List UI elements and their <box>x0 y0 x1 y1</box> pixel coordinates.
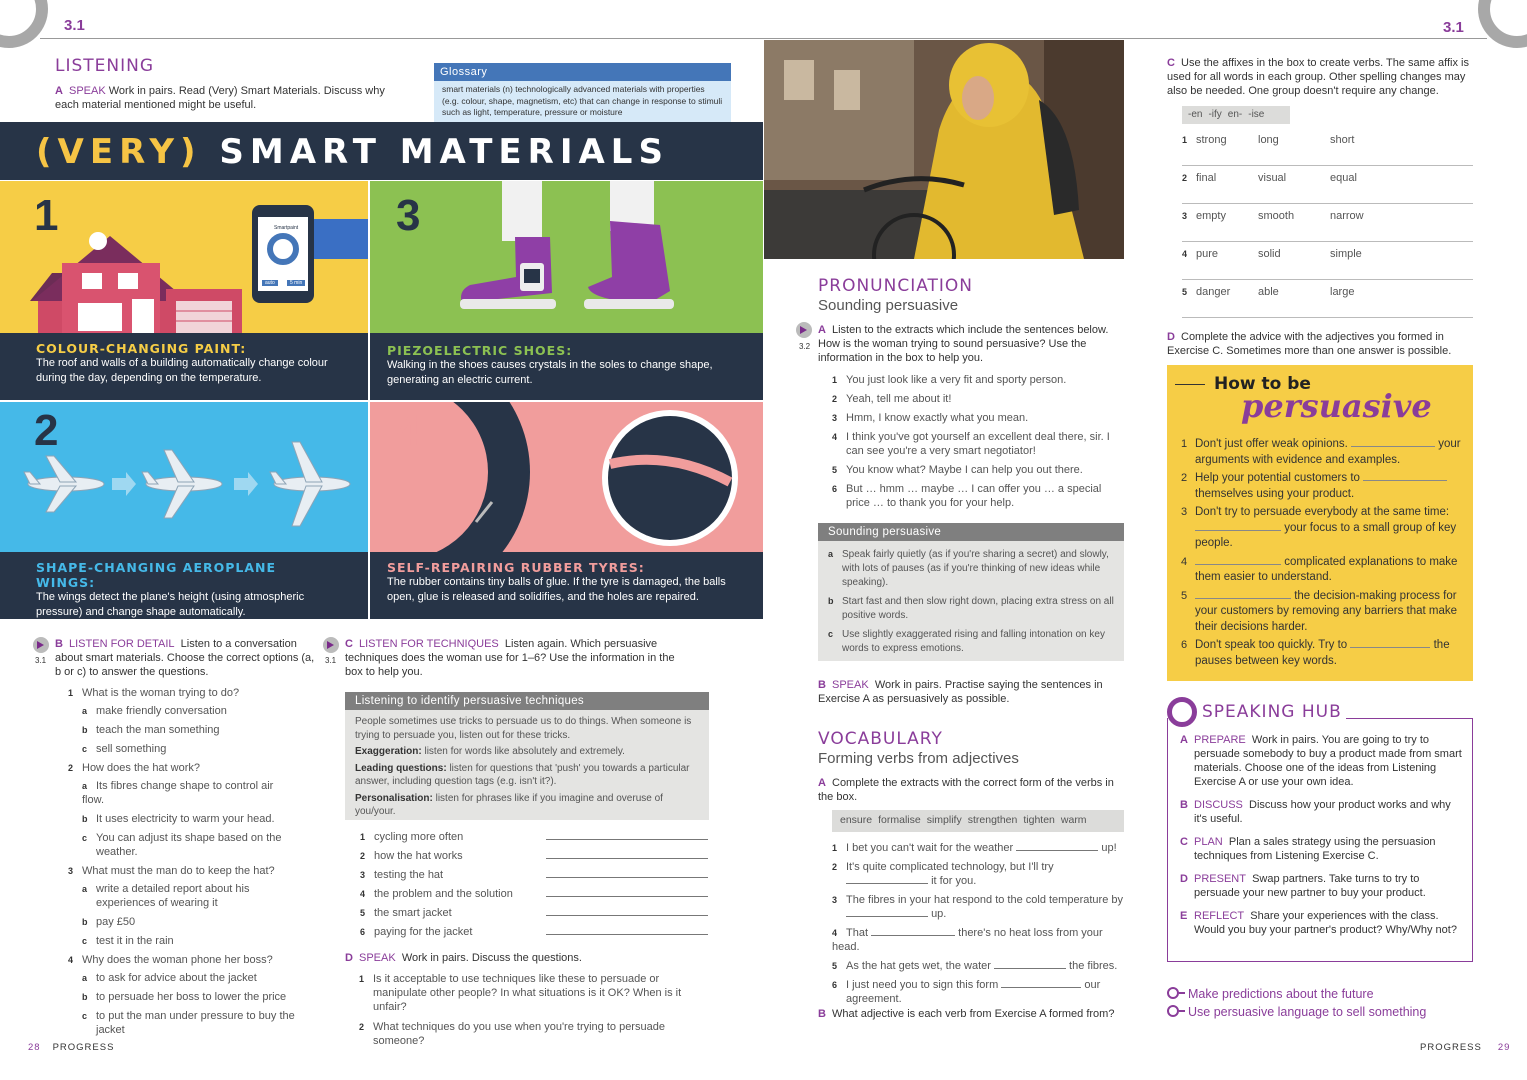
list-item: 2 What techniques do you use when you're trying to persuade someone? <box>359 1021 665 1047</box>
exercise-d-instructions: D SPEAK Work in pairs. Discuss the questions. <box>345 952 582 964</box>
footer-label: PROGRESS <box>52 1042 115 1053</box>
pronunciation-sentences <box>832 373 1128 510</box>
list-item[interactable]: 3 Don't try to persuade everybody at the same time: your focus to a small group of key people. <box>1181 506 1457 549</box>
techniques-box-body <box>345 710 709 824</box>
list-item[interactable]: 4 the problem and the solution <box>360 887 710 906</box>
sounding-persuasive-list <box>818 541 1124 662</box>
list-item: 1 Is it acceptable to use techniques like these to persuade or manipulate other people? In what situations is it OK? When is it unfair? <box>359 973 682 1013</box>
panel-caption <box>0 552 368 619</box>
track-number: 3.1 <box>35 656 47 665</box>
affixes-exercise-d: D Complete the advice with the adjectives you formed in Exercise C. Sometimes more than one answer is possible. <box>1167 331 1452 357</box>
panel-number: 3 <box>396 191 421 240</box>
technique-item: Exaggeration: listen for words like absolutely and extremely. <box>355 746 625 757</box>
list-item[interactable]: 1 cycling more often <box>360 830 710 849</box>
techniques-box-title: Listening to identify persuasive techniques <box>345 692 709 710</box>
list-item: 5 You know what? Maybe I can help you out there. <box>832 464 1083 476</box>
affix-chip: -ify <box>1208 109 1222 120</box>
question: 1 What is the woman trying to do? <box>68 687 240 699</box>
option[interactable]: b pay £50 <box>82 916 136 928</box>
affix-chip: -ise <box>1248 109 1265 120</box>
panel-caption-title: COLOUR-CHANGING PAINT: <box>36 341 247 356</box>
list-item[interactable]: 5 the smart jacket <box>360 906 710 925</box>
table-row: 1 strong long short <box>1182 128 1473 166</box>
technique-item: Leading questions: listen for questions that 'push' you towards a particular answer, including question tags (e.g. isn't it?). <box>355 762 690 787</box>
affix-chip: -en <box>1188 109 1203 120</box>
list-item: A PREPARE Work in pairs. You are going to try to persuade somebody to buy a product made from smart materials. Choose one of the ideas from Listening Exercise A or use your own idea. <box>1180 734 1462 788</box>
word-chip: warm <box>1060 814 1087 826</box>
footer-left <box>28 1042 114 1053</box>
vocabulary-heading: VOCABULARY <box>818 729 943 749</box>
list-item[interactable]: 3 testing the hat <box>360 868 710 887</box>
vocabulary-exercise-a: A Complete the extracts with the correct form of the verbs in the box. <box>818 777 1114 803</box>
phone-button-5min: 5 min <box>287 280 305 286</box>
panel-number: 4 <box>396 406 421 455</box>
option[interactable]: c You can adjust its shape based on the weather. <box>82 832 282 858</box>
panel-shape-changing-wings <box>0 402 368 619</box>
pronunciation-subtitle: Sounding persuasive <box>818 297 959 314</box>
answer-blank[interactable] <box>1001 978 1081 988</box>
word-chip: ensure <box>840 814 873 826</box>
answer-blank[interactable] <box>1195 521 1281 531</box>
list-item[interactable]: 5 the decision-making process for your customers by removing any barriers that make their decisions harder. <box>1181 589 1458 633</box>
listening-heading: LISTENING <box>55 56 155 76</box>
affixes-exercise-c: C Use the affixes in the box to create verbs. The same affix is used for all words in each group. Other spelling changes may also be needed. One group doesn't require any change. <box>1167 57 1469 97</box>
list-item: c Use slightly exaggerated rising and falling intonation on key words to express emotions. <box>828 629 1105 654</box>
technique-item: Personalisation: listen for phrases like if you imagine and overuse of you/your. <box>355 792 663 817</box>
cyclist-photo <box>764 40 1124 259</box>
banner-title: (VERY) SMART MATERIALS <box>36 132 669 172</box>
list-item[interactable]: 6 paying for the jacket <box>360 925 710 944</box>
option[interactable]: c to put the man under pressure to buy the jacket <box>82 1010 295 1036</box>
list-item: D PRESENT Swap partners. Take turns to try to persuade your new partner to buy your product. <box>1180 873 1426 899</box>
option[interactable]: b teach the man something <box>82 724 220 736</box>
table-row: 2 final visual equal <box>1182 166 1473 204</box>
panel-caption-text: The rubber contains tiny balls of glue. If the tyre is damaged, the balls open, glue is released and solidifies, and the holes are repaired. <box>387 576 726 603</box>
question: 2 How does the hat work? <box>68 762 201 774</box>
speaking-hub-list <box>1180 733 1466 937</box>
word-chip: simplify <box>926 814 962 826</box>
exercise-b-questions <box>68 686 298 1037</box>
techniques-intro: People sometimes use tricks to persuade us to do things. When someone is trying to persuade you, listen out for these tricks. <box>355 716 692 741</box>
affix-word-table <box>1182 128 1473 318</box>
panel-caption-text: The wings detect the plane's height (using atmospheric pressure) and change shape automatically. <box>36 591 305 618</box>
panel-number: 2 <box>34 406 59 455</box>
option[interactable]: b It uses electricity to warm your head. <box>82 813 275 825</box>
box-heading: How to be <box>1214 374 1311 394</box>
vocabulary-exercise-b: B What adjective is each verb from Exercise A formed from? <box>818 1008 1115 1020</box>
panel-caption-title: SELF-REPAIRING RUBBER TYRES: <box>387 560 645 575</box>
footer-right <box>1420 1042 1510 1053</box>
cyclist-photo-drawing <box>764 40 1124 259</box>
phone-app-label: Smartpaint <box>274 225 299 231</box>
glossary-definition: smart materials (n) technologically advanced materials with properties (e.g. colour, shape, magnetism, etc) that can change in response to stimuli such as light, temperature, pressure or moisture <box>442 84 723 117</box>
vocabulary-subtitle: Forming verbs from adjectives <box>818 750 1019 767</box>
list-item[interactable]: 4 complicated explanations to make them easier to understand. <box>1181 555 1458 583</box>
panel-caption-text: Walking in the shoes causes crystals in the soles to change shape, generating an electric current. <box>387 359 713 386</box>
track-number: 3.2 <box>799 342 811 351</box>
word-chip: strengthen <box>967 814 1018 826</box>
list-item: a Speak fairly quietly (as if you're sharing a secret) and slowly, with lots of pauses (as if you're thinking of new ideas while speaking). <box>828 549 1109 588</box>
speaking-hub-top-rule <box>1346 718 1473 719</box>
option[interactable]: a write a detailed report about his experiences of wearing it <box>82 883 250 909</box>
answer-blank[interactable] <box>1350 638 1430 648</box>
panel-caption <box>0 333 368 400</box>
option[interactable]: a to ask for advice about the jacket <box>82 972 257 984</box>
panel-caption <box>370 552 763 619</box>
list-item[interactable]: 3 The fibres in your hat respond to the cold temperature by up. <box>832 894 1123 920</box>
exercise-c-items <box>360 830 710 944</box>
unit-number-right: 3.1 <box>1443 19 1464 36</box>
panel-number: 1 <box>34 191 59 240</box>
objective-ring-icon <box>1167 987 1179 999</box>
sounding-persuasive-box <box>818 523 1124 661</box>
table-row: 3 empty smooth narrow <box>1182 204 1473 242</box>
exercise-c-instructions: C LISTEN FOR TECHNIQUES Listen again. Which persuasive techniques does the woman use for 1–6? Use the information in the box to help you. <box>345 638 675 678</box>
shoes-illustration <box>370 181 763 336</box>
list-item: 6 But … hmm … maybe … I can offer you … a special price … to thank you for your help. <box>832 483 1102 509</box>
answer-blank[interactable] <box>846 907 928 917</box>
answer-blank[interactable] <box>546 830 708 840</box>
phone-button-auto: auto <box>262 280 278 286</box>
word-chip: tighten <box>1023 814 1055 826</box>
list-item: E REFLECT Share your experiences with the class. Would you buy your partner's product? Why/Why not? <box>1180 910 1457 936</box>
pronunciation-exercise-a: A Listen to the extracts which include the sentences below. How is the woman trying to sound persuasive? Use the information in the box to help you. <box>818 324 1109 364</box>
list-item[interactable]: 2 Help your potential customers to themselves using your product. <box>1181 471 1465 502</box>
list-item[interactable]: 5 As the hat gets wet, the water the fibres. <box>832 960 1118 972</box>
answer-blank[interactable] <box>871 926 955 936</box>
option[interactable]: c test it in the rain <box>82 935 174 947</box>
answer-blank[interactable] <box>1363 471 1447 481</box>
track-number: 3.1 <box>325 656 337 665</box>
exercise-c-listen-for-techniques <box>323 637 693 679</box>
techniques-box <box>345 692 709 820</box>
table-row: 5 danger able large <box>1182 280 1473 318</box>
page-number: 28 <box>28 1042 41 1053</box>
word-box <box>832 810 1124 832</box>
panel-caption <box>370 333 763 400</box>
speaking-hub-ring-icon <box>1167 697 1197 727</box>
answer-blank[interactable] <box>1195 589 1291 599</box>
answer-blank[interactable] <box>1351 437 1435 447</box>
list-item[interactable]: 6 Don't speak too quickly. Try to the pauses between key words. <box>1181 639 1450 667</box>
affix-chip: en- <box>1227 109 1243 120</box>
objective-ring-icon <box>1167 1005 1179 1017</box>
audio-icon[interactable] <box>323 637 339 653</box>
answer-blank[interactable] <box>1016 841 1098 851</box>
objectives <box>1167 987 1487 1019</box>
glossary-box <box>434 63 731 127</box>
answer-blank[interactable] <box>546 868 708 878</box>
answer-blank[interactable] <box>546 925 708 935</box>
box-heading-accent: persuasive <box>1241 387 1432 425</box>
list-item: b Start fast and then slow right down, placing extra stress on all positive words. <box>828 596 1114 621</box>
list-item: C PLAN Plan a sales strategy using the persuasion techniques from Listening Exercise C. <box>1180 836 1436 862</box>
list-item: 3 Hmm, I know exactly what you mean. <box>832 412 1029 424</box>
answer-blank[interactable] <box>546 906 708 916</box>
audio-icon[interactable] <box>33 637 49 653</box>
exercise-b-instructions: B LISTEN FOR DETAIL Listen to a conversation about smart materials. Choose the correct options (a, b or c) to answer the questions. <box>55 638 315 678</box>
house-illustration <box>0 181 368 333</box>
panel-self-repairing-tyres <box>370 402 763 619</box>
panel-piezoelectric-shoes <box>370 181 763 400</box>
list-item[interactable]: 2 how the hat works <box>360 849 710 868</box>
header-rule <box>40 38 1487 39</box>
speaking-hub-heading: SPEAKING HUB <box>1202 702 1346 722</box>
list-item[interactable]: 1 I bet you can't wait for the weather up! <box>832 842 1117 854</box>
option[interactable]: a make friendly conversation <box>82 705 227 717</box>
exercise-d-speak <box>345 951 710 1048</box>
objective-dash <box>1179 1010 1185 1012</box>
panel-colour-changing-paint <box>0 181 368 400</box>
word-chip: formalise <box>878 814 921 826</box>
footer-label: PROGRESS <box>1420 1042 1482 1053</box>
objective-item: Make predictions about the future <box>1167 987 1487 1001</box>
tyre-illustration <box>370 402 763 552</box>
answer-blank[interactable] <box>994 959 1066 969</box>
list-item[interactable]: 6 I just need you to sign this form our agreement. <box>832 979 1101 1005</box>
vocabulary-items <box>832 841 1128 1006</box>
option[interactable]: b to persuade her boss to lower the price <box>82 991 287 1003</box>
box-rule <box>1175 384 1205 385</box>
option[interactable]: a Its fibres change shape to control air flow. <box>82 780 274 806</box>
top-right-ring <box>1478 0 1527 48</box>
panel-caption-title: PIEZOELECTRIC SHOES: <box>387 343 573 358</box>
question: 3 What must the man do to keep the hat? <box>68 865 275 877</box>
list-item[interactable]: 4 That there's no heat loss from your head. <box>832 927 1103 953</box>
aeroplanes-illustration <box>0 402 368 552</box>
list-item: B DISCUSS Discuss how your product works and why it's useful. <box>1180 799 1451 825</box>
list-item[interactable]: 1 Don't just offer weak opinions. your arguments with evidence and examples. <box>1181 438 1461 466</box>
sounding-persuasive-title: Sounding persuasive <box>818 523 1124 541</box>
list-item: 2 Yeah, tell me about it! <box>832 393 952 405</box>
advice-list <box>1181 437 1465 669</box>
audio-icon[interactable] <box>796 322 812 338</box>
exercise-b-listen-for-detail <box>33 637 323 679</box>
list-item[interactable]: 2 It's quite complicated technology, but I'll try it for you. <box>832 861 1054 887</box>
table-row: 4 pure solid simple <box>1182 242 1473 280</box>
affix-box <box>1182 106 1290 124</box>
panel-caption-text: The roof and walls of a building automatically change colour during the day, depending on the temperature. <box>36 357 328 384</box>
unit-number-left: 3.1 <box>64 17 85 34</box>
objective-dash <box>1179 992 1185 994</box>
glossary-title: Glossary <box>434 63 731 81</box>
option[interactable]: c sell something <box>82 743 167 755</box>
answer-blank[interactable] <box>1195 555 1281 565</box>
listening-exercise-a: A SPEAK Work in pairs. Read (Very) Smart Materials. Discuss why each material mentioned might be useful. <box>55 85 385 111</box>
how-to-be-persuasive-box <box>1167 365 1473 681</box>
objective-item: Use persuasive language to sell something <box>1167 1005 1487 1019</box>
question: 4 Why does the woman phone her boss? <box>68 954 273 966</box>
list-item: 4 I think you've got yourself an excellent deal there, sir. I can see you're a very smart negotiator! <box>832 431 1110 457</box>
answer-blank[interactable] <box>546 887 708 897</box>
smart-materials-banner <box>0 122 763 180</box>
page-number: 29 <box>1497 1042 1511 1053</box>
answer-blank[interactable] <box>546 849 708 859</box>
list-item: 1 You just look like a very fit and sporty person. <box>832 374 1067 386</box>
panel-caption-title: SHAPE-CHANGING AEROPLANE WINGS: <box>36 560 277 590</box>
top-left-ring <box>0 0 48 48</box>
answer-blank[interactable] <box>846 874 928 884</box>
pronunciation-heading: PRONUNCIATION <box>818 276 974 296</box>
pronunciation-exercise-b: B SPEAK Work in pairs. Practise saying the sentences in Exercise A as persuasively as possible. <box>818 679 1103 705</box>
